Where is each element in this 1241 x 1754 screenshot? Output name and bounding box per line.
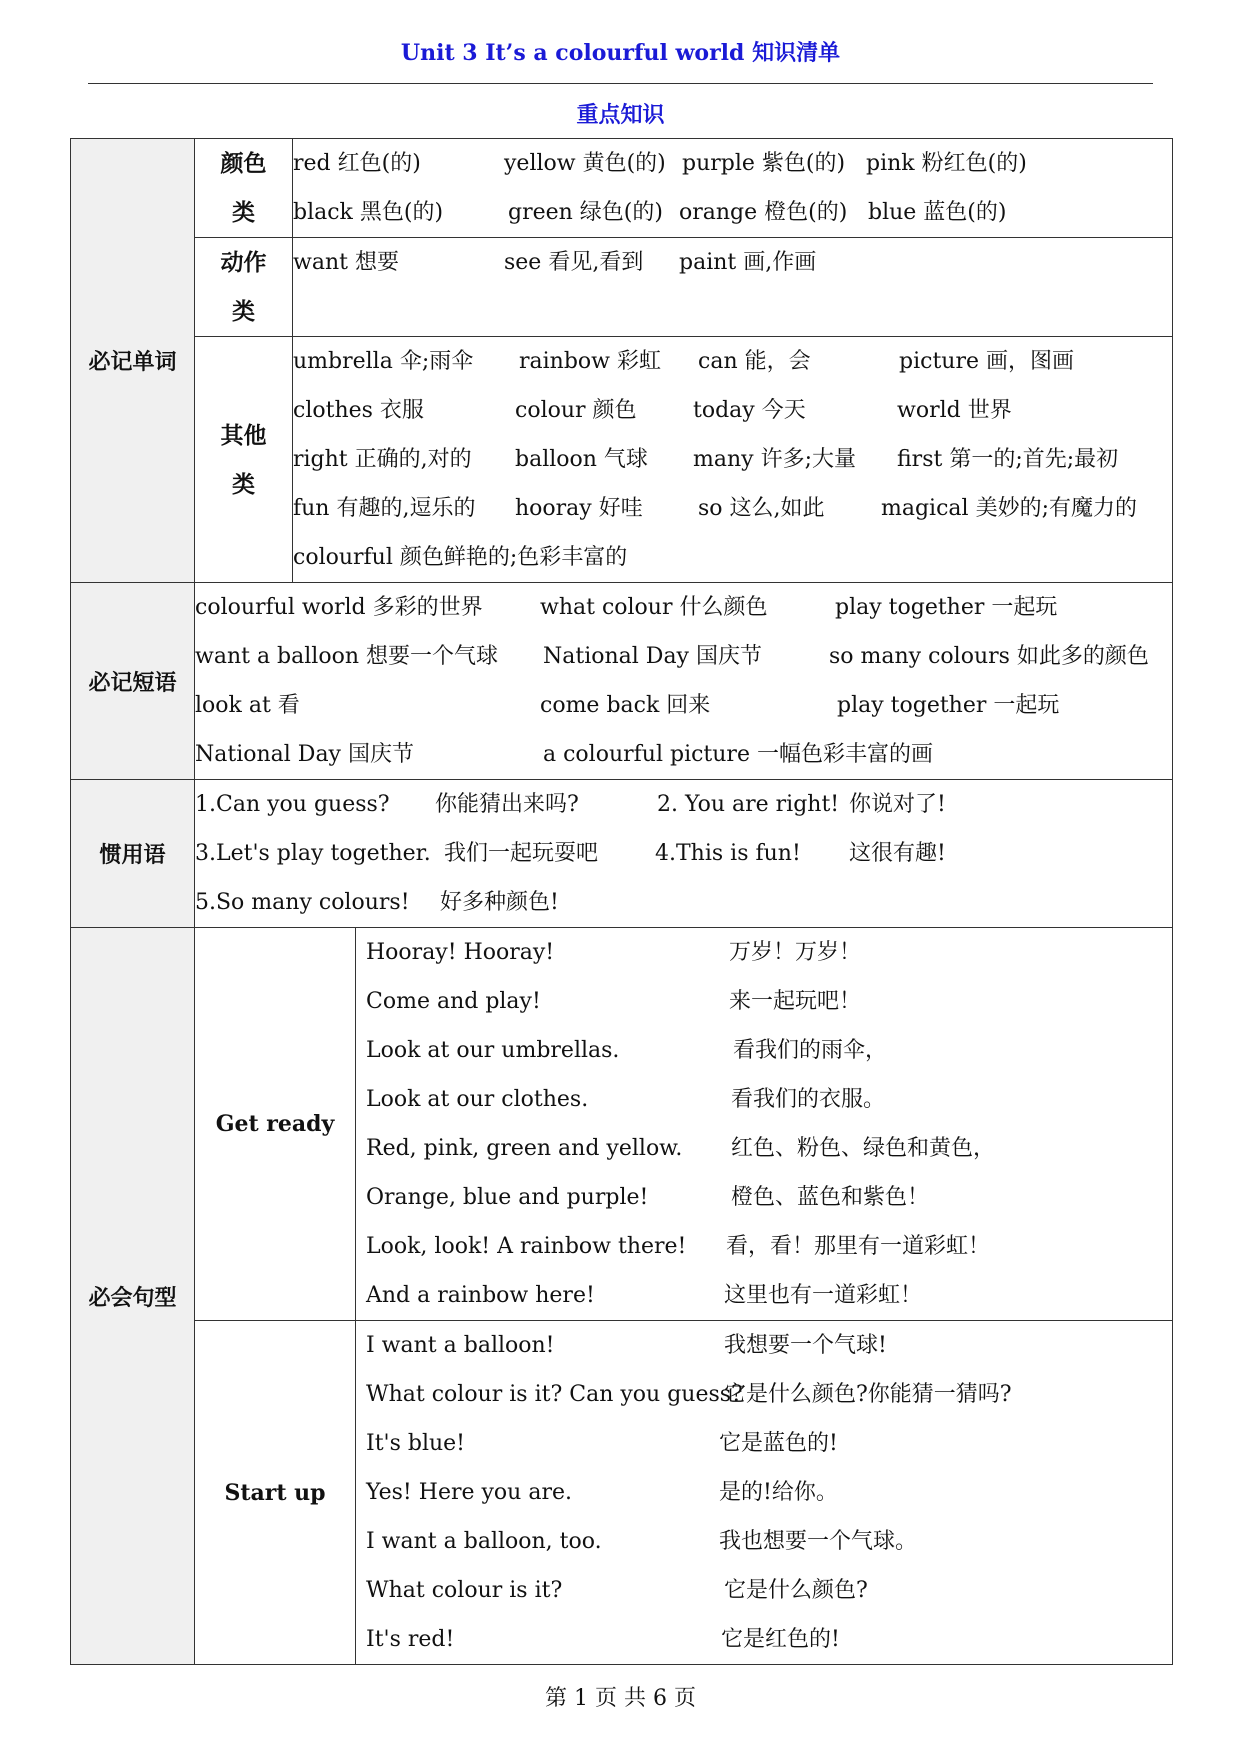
sentence-pair: [356, 977, 1172, 1026]
word-item: many 许多;大量: [693, 447, 856, 472]
word-item: right 正确的,对的: [293, 447, 472, 472]
sentence-zh: 来一起玩吧！: [729, 989, 862, 1014]
sentence-zh: 它是红色的!: [721, 1627, 840, 1652]
sentence-en: I want a balloon, too.: [366, 1529, 602, 1554]
sentence-zh: 它是蓝色的!: [719, 1431, 838, 1456]
phrase-item: play together 一起玩: [835, 595, 1058, 620]
word-item: world 世界: [897, 398, 1012, 423]
sentence-en: Look, look! A rainbow there!: [366, 1234, 687, 1259]
sentence-zh: 橙色、蓝色和紫色！: [731, 1185, 930, 1210]
expression-en: 1.Can you guess?: [195, 792, 390, 817]
subcategory-colour-line2: 类: [232, 199, 255, 226]
sentence-en: It's red!: [366, 1627, 455, 1652]
phrase-line: [195, 730, 1172, 779]
expression-line: [195, 829, 1172, 878]
phrase-line: [195, 583, 1172, 632]
subcategory-other: [195, 337, 293, 583]
expression-zh: 你能猜出来吗?: [435, 792, 579, 817]
sentence-pair: [356, 1615, 1172, 1664]
word-line: [293, 386, 1172, 435]
phrase-item: what colour 什么颜色: [540, 595, 768, 620]
word-item: paint 画,作画: [679, 250, 817, 275]
get-ready-label: Get ready: [195, 928, 356, 1321]
phrase-item: look at 看: [195, 693, 300, 718]
sentence-en: I want a balloon!: [366, 1333, 555, 1358]
header-divider: [88, 83, 1153, 84]
phrase-item: so many colours 如此多的颜色: [829, 644, 1149, 669]
subcategory-colour-line1: 颜色: [220, 150, 267, 177]
expression-en: 2. You are right!: [657, 792, 840, 817]
sentence-en: Yes! Here you are.: [366, 1480, 572, 1505]
sentence-en: It's blue!: [366, 1431, 466, 1456]
expression-zh: 好多种颜色!: [440, 890, 559, 915]
sentence-en: Look at our clothes.: [366, 1087, 589, 1112]
expression-en: 5.So many colours!: [195, 890, 410, 915]
sentence-zh: 看我们的雨伞，: [733, 1038, 888, 1063]
document-title: Unit 3 It’s a colourful world 知识清单: [400, 40, 841, 66]
expression-zh: 我们一起玩耍吧: [444, 841, 599, 866]
word-item: clothes 衣服: [293, 398, 424, 423]
word-line: [293, 238, 1172, 287]
phrase-line: [195, 681, 1172, 730]
sentence-en: And a rainbow here!: [366, 1283, 595, 1308]
sentence-zh: 红色、粉色、绿色和黄色，: [731, 1136, 996, 1161]
subcategory-other-line1: 其他: [220, 421, 267, 449]
phrase-item: a colourful picture 一幅色彩丰富的画: [543, 742, 933, 767]
sentence-pair: [356, 1271, 1172, 1320]
word-item: today 今天: [693, 398, 806, 423]
sentence-pair: [356, 1075, 1172, 1124]
word-item: want 想要: [293, 250, 399, 275]
sentence-zh: 看我们的衣服。: [731, 1087, 886, 1112]
word-item: black 黑色(的): [293, 200, 444, 225]
sentence-en: Red, pink, green and yellow.: [366, 1136, 683, 1161]
word-item: rainbow 彩虹: [519, 349, 661, 374]
word-line: [293, 435, 1172, 484]
expressions-row: [71, 780, 1173, 928]
words-colour-row: [71, 139, 1173, 238]
word-item: umbrella 伞;雨伞: [293, 349, 474, 374]
sentence-en: What colour is it? Can you guess?: [366, 1382, 743, 1407]
words-action-row: [71, 238, 1173, 337]
sentence-pair: [356, 1222, 1172, 1271]
action-words: [293, 238, 1173, 337]
phrases-row: [71, 583, 1173, 780]
knowledge-table: [70, 138, 1173, 1665]
colour-words: [293, 139, 1173, 238]
sentence-zh: 这里也有一道彩虹！: [724, 1283, 923, 1308]
phrase-item: National Day 国庆节: [543, 644, 762, 669]
sentence-zh: 是的!给你。: [719, 1480, 838, 1505]
word-line: [293, 484, 1172, 533]
subcategory-action-line1: 动作: [220, 249, 267, 276]
word-item: so 这么,如此: [698, 496, 825, 521]
sentence-pair: [356, 1026, 1172, 1075]
other-words: [293, 337, 1173, 583]
expressions-content: [195, 780, 1173, 928]
word-item: see 看见,看到: [504, 250, 644, 275]
sentence-pair: [356, 928, 1172, 977]
word-item: colourful 颜色鲜艳的;色彩丰富的: [293, 545, 628, 570]
sentence-pair: [356, 1173, 1172, 1222]
word-item: blue 蓝色(的): [868, 200, 1007, 225]
sentence-pair: [356, 1124, 1172, 1173]
subcategory-other-line2: 类: [232, 470, 255, 498]
word-item: pink 粉红色(的): [866, 151, 1027, 176]
word-item: purple 紫色(的): [682, 151, 846, 176]
get-ready-sentences: [356, 928, 1173, 1321]
sentence-en: Come and play!: [366, 989, 541, 1014]
sentence-pair: [356, 1419, 1172, 1468]
category-expressions: 惯用语: [71, 780, 195, 928]
category-sentences: 必会句型: [71, 928, 195, 1665]
category-phrases: 必记短语: [71, 583, 195, 780]
word-item: magical 美妙的;有魔力的: [881, 496, 1137, 521]
word-item: orange 橙色(的): [679, 200, 848, 225]
phrase-item: colourful world 多彩的世界: [195, 595, 483, 620]
sentence-pair: [356, 1321, 1172, 1370]
word-item: hooray 好哇: [515, 496, 643, 521]
sentence-zh: 我想要一个气球!: [724, 1333, 887, 1358]
category-words: 必记单词: [71, 139, 195, 583]
expression-en: 4.This is fun!: [655, 841, 801, 866]
phrase-item: National Day 国庆节: [195, 742, 414, 767]
word-item: red 红色(的): [293, 151, 421, 176]
expression-en: 3.Let's play together.: [195, 841, 431, 866]
word-item: yellow 黄色(的): [504, 151, 666, 176]
word-item: first 第一的;首先;最初: [897, 447, 1119, 472]
word-item: balloon 气球: [515, 447, 648, 472]
expression-line: [195, 780, 1172, 829]
words-other-row: [71, 337, 1173, 583]
word-line: [293, 139, 1172, 188]
word-item: can 能，会: [698, 349, 811, 374]
word-item: fun 有趣的,逗乐的: [293, 496, 476, 521]
word-item: colour 颜色: [515, 398, 637, 423]
word-line: [293, 533, 1172, 582]
sentence-en: What colour is it?: [366, 1578, 563, 1603]
subcategory-action: [195, 238, 293, 337]
expression-zh: 这很有趣!: [849, 841, 946, 866]
word-line: [293, 337, 1172, 386]
word-line: [293, 188, 1172, 237]
sentence-zh: 它是什么颜色?: [724, 1578, 868, 1603]
sentence-zh: 它是什么颜色?你能猜一猜吗?: [724, 1382, 1012, 1407]
section-title: 重点知识: [576, 102, 665, 128]
subcategory-colour: [195, 139, 293, 238]
start-up-sentences: [356, 1321, 1173, 1665]
phrase-line: [195, 632, 1172, 681]
page-footer: 第 1 页 共 6 页: [545, 1686, 696, 1711]
phrase-item: come back 回来: [540, 693, 711, 718]
start-up-row: [71, 1321, 1173, 1665]
start-up-label: Start up: [195, 1321, 356, 1665]
phrase-item: want a balloon 想要一个气球: [195, 644, 498, 669]
word-item: picture 画，图画: [899, 349, 1074, 374]
sentence-pair: [356, 1517, 1172, 1566]
sentence-pair: [356, 1468, 1172, 1517]
sentence-zh: 看，看！那里有一道彩虹！: [726, 1234, 991, 1259]
get-ready-row: [71, 928, 1173, 1321]
sentence-en: Look at our umbrellas.: [366, 1038, 620, 1063]
sentence-en: Hooray! Hooray!: [366, 940, 555, 965]
sentence-pair: [356, 1370, 1172, 1419]
phrase-item: play together 一起玩: [837, 693, 1060, 718]
phrases-content: [195, 583, 1173, 780]
sentence-pair: [356, 1566, 1172, 1615]
sentence-en: Orange, blue and purple!: [366, 1185, 649, 1210]
sentence-zh: 万岁！万岁！: [729, 940, 862, 965]
expression-line: [195, 878, 1172, 927]
word-item: green 绿色(的): [508, 200, 663, 225]
sentence-zh: 我也想要一个气球。: [719, 1529, 918, 1554]
expression-zh: 你说对了!: [849, 792, 946, 817]
subcategory-action-line2: 类: [232, 298, 255, 325]
